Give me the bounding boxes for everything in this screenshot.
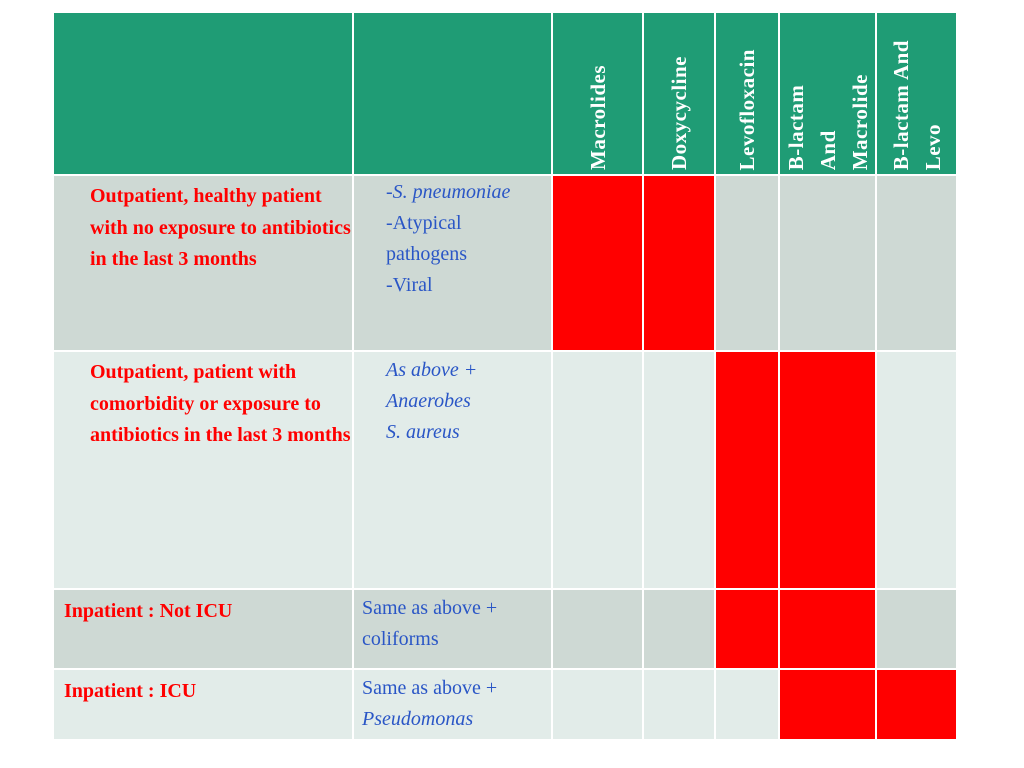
pathogen-cell — [353, 175, 552, 351]
pathogen-line: Same as above + — [362, 597, 498, 619]
pathogen-list — [354, 670, 551, 735]
recommended-cell — [643, 175, 715, 351]
column-header-macrolides: Macrolides — [552, 12, 643, 175]
pathogen-cell — [353, 669, 552, 740]
pathogen-line: -Viral — [386, 274, 433, 296]
condition-cell — [53, 351, 353, 589]
condition-cell — [53, 669, 353, 740]
pathogen-line: Pseudomonas — [362, 708, 474, 730]
pathogen-line: Anaerobes — [386, 390, 471, 412]
pathogen-line: coliforms — [362, 628, 439, 650]
recommended-cell — [715, 351, 779, 589]
column-header-blactam-macrolide: B-lactam And Macrolide — [779, 12, 876, 175]
recommendation-cell — [876, 589, 957, 669]
pathogen-line: -S. pneumoniae — [386, 181, 511, 203]
recommended-cell — [779, 589, 876, 669]
pathogen-line: As above + — [386, 359, 478, 381]
pathogen-line: Same as above + — [362, 677, 498, 699]
pathogen-list — [354, 352, 551, 448]
pathogen-cell — [353, 351, 552, 589]
recommendation-cell — [715, 175, 779, 351]
recommendation-cell — [876, 175, 957, 351]
header-blank-cell — [353, 12, 552, 175]
condition-text: Outpatient, healthy patient with no exposure to antibiotics in the last 3 months — [90, 185, 351, 270]
header-row — [53, 12, 957, 175]
recommendation-cell — [715, 669, 779, 740]
column-header-blactam-levo: B-lactam And Levo — [876, 12, 957, 175]
table-row — [53, 351, 957, 589]
recommendation-cell — [643, 669, 715, 740]
table-row — [53, 589, 957, 669]
recommendation-cell — [552, 669, 643, 740]
antibiotic-recommendation-table — [52, 11, 958, 741]
recommended-cell — [552, 175, 643, 351]
table-row — [53, 669, 957, 740]
recommendation-cell — [552, 589, 643, 669]
header-blank-cell — [53, 12, 353, 175]
table-row — [53, 175, 957, 351]
pathogen-line: S. aureus — [386, 421, 460, 443]
condition-text: Inpatient : Not ICU — [64, 600, 233, 622]
recommended-cell — [779, 669, 876, 740]
pathogen-line: pathogens — [386, 243, 468, 265]
pathogen-list — [354, 590, 551, 655]
column-header-doxycycline: Doxycycline — [643, 12, 715, 175]
pathogen-list — [354, 176, 551, 301]
recommended-cell — [779, 351, 876, 589]
condition-cell — [53, 589, 353, 669]
column-header-levofloxacin: Levofloxacin — [715, 12, 779, 175]
recommendation-cell — [552, 351, 643, 589]
recommended-cell — [715, 589, 779, 669]
pathogen-line: -Atypical — [386, 212, 462, 234]
pathogen-cell — [353, 589, 552, 669]
condition-text: Outpatient, patient with comorbidity or exposure to antibiotics in the last 3 months — [90, 361, 351, 446]
condition-text: Inpatient : ICU — [64, 680, 197, 702]
recommendation-cell — [643, 589, 715, 669]
recommendation-cell — [779, 175, 876, 351]
recommendation-cell — [643, 351, 715, 589]
recommended-cell — [876, 669, 957, 740]
condition-cell — [53, 175, 353, 351]
recommendation-cell — [876, 351, 957, 589]
